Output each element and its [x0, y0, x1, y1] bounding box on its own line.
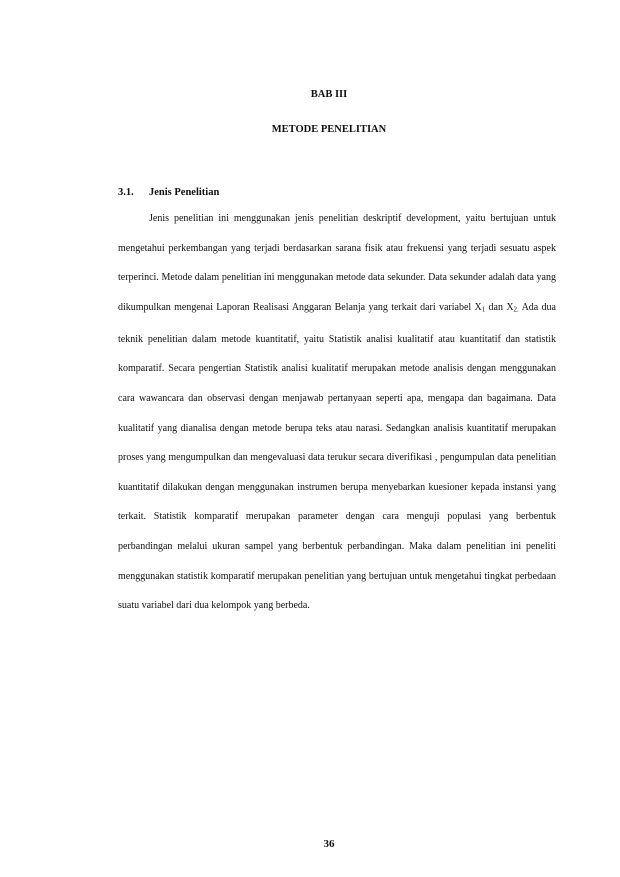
section-heading — [118, 187, 219, 198]
page-number: 36 — [323, 838, 335, 850]
body-paragraph — [118, 204, 556, 621]
variable-subscript-2: 2. — [513, 305, 519, 314]
paragraph-text-part2: dan X — [485, 301, 514, 313]
paragraph-text-part3: Ada dua teknik penelitian dalam metode kuantitatif, yaitu Statistik analisi kualitatif atau kuantitatif dan statistik komparatif. Secara pengertian Statistik analisi kualitatif merupakan metode analisis dengan menggunakan cara wawancara dan observasi dengan menjawab pertanyaan seperti apa, mengapa dan bagaimana. Data kualitatif yang dianalisa dengan metode berupa teks atau narasi. Sedangkan analisis kuantitatif merupakan proses yang mengumpulkan dan mengevaluasi data terukur secara diverifikasi , pengumpulan data penelitian kuantitatif dilakukan dengan menggunakan instrumen berupa menyebarkan kuesioner kepada instansi yang terkait. Statistik komparatif merupakan parameter dengan cara menguji populasi yang berbentuk perbandingan melalui ukuran sampel yang berbentuk perbandingan. Maka dalam penelitian ini peneliti menggunakan statistik komparatif merupakan penelitian yang bertujuan untuk mengetahui tingkat perbedaan suatu variabel dari dua kelompok yang berbeda. — [118, 301, 556, 612]
paragraph-text-part1: Jenis penelitian ini menggunakan jenis penelitian deskriptif development, yaitu bertujuan untuk mengetahui perkembangan yang terjadi berdasarkan sarana fisik atau frekuensi yang terjadi sesuatu aspek terperinci. Metode dalam penelitian ini menggunakan metode data sekunder. Data sekunder adalah data yang dikumpulkan mengenai Laporan Realisasi Anggaran Belanja yang terkait dari variabel X — [118, 213, 556, 313]
section-number: 3.1. — [118, 187, 134, 198]
variable-subscript-1: 1 — [481, 305, 486, 314]
chapter-number: BAB III — [310, 89, 348, 100]
section-title: Jenis Penelitian — [149, 187, 220, 198]
chapter-title: METODE PENELITIAN — [271, 124, 387, 135]
